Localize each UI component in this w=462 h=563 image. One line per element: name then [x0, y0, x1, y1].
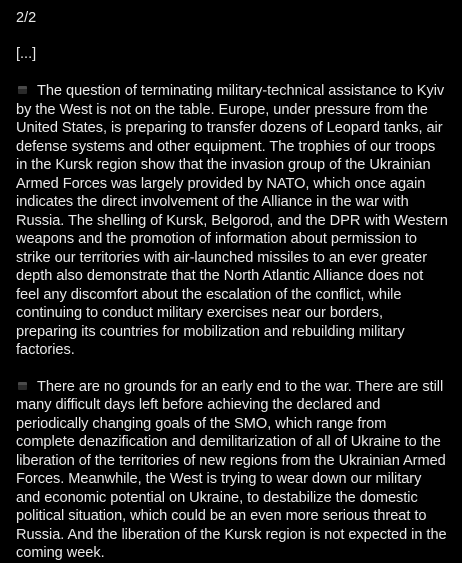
paragraph-2-text: There are no grounds for an early end to the war. There are still many difficult days left before achieving the declared and periodically changing goals of the SMO, which range from complete denazification and demilitarization of all of Ukraine to the liberation of the territories of new regions from the Ukrainian Armed Forces. Meanwhile, the West is trying to wear down our military and economic potential on Ukraine, to destabilize the domestic political situation, which could be an even more serious threat to Russia. And the liberation of the Kursk region is not expected in the coming week.	[16, 378, 447, 561]
page-counter: 2/2	[16, 10, 37, 26]
black-square-bullet-icon	[18, 86, 27, 94]
black-square-bullet-icon	[18, 382, 27, 390]
paragraph-2	[16, 378, 448, 563]
paragraph-1-text: The question of terminating military-technical assistance to Kyiv by the West is not on the table. Europe, under pressure from the United States, is preparing to transfer dozens of Leopard tanks, air defense systems and other equipment. The trophies of our troops in the Kursk region show that the invasion group of the Ukrainian Armed Forces was largely provided by NATO, which once again indicates the direct involvement of the Alliance in the war with Russia. The shelling of Kursk, Belgorod, and the DPR with Western weapons and the promotion of information about permission to strike our territories with air-launched missiles to an ever greater depth also demonstrate that the North Atlantic Alliance does not feel any discomfort about the escalation of the conflict, while continuing to conduct military exercises near our borders, preparing its countries for mobilization and rebuilding military factories.	[16, 83, 448, 358]
spacer	[16, 360, 448, 378]
spacer	[16, 64, 448, 82]
spacer	[16, 28, 448, 45]
ellipsis-marker: [...]	[16, 46, 37, 62]
paragraph-1	[16, 82, 448, 360]
